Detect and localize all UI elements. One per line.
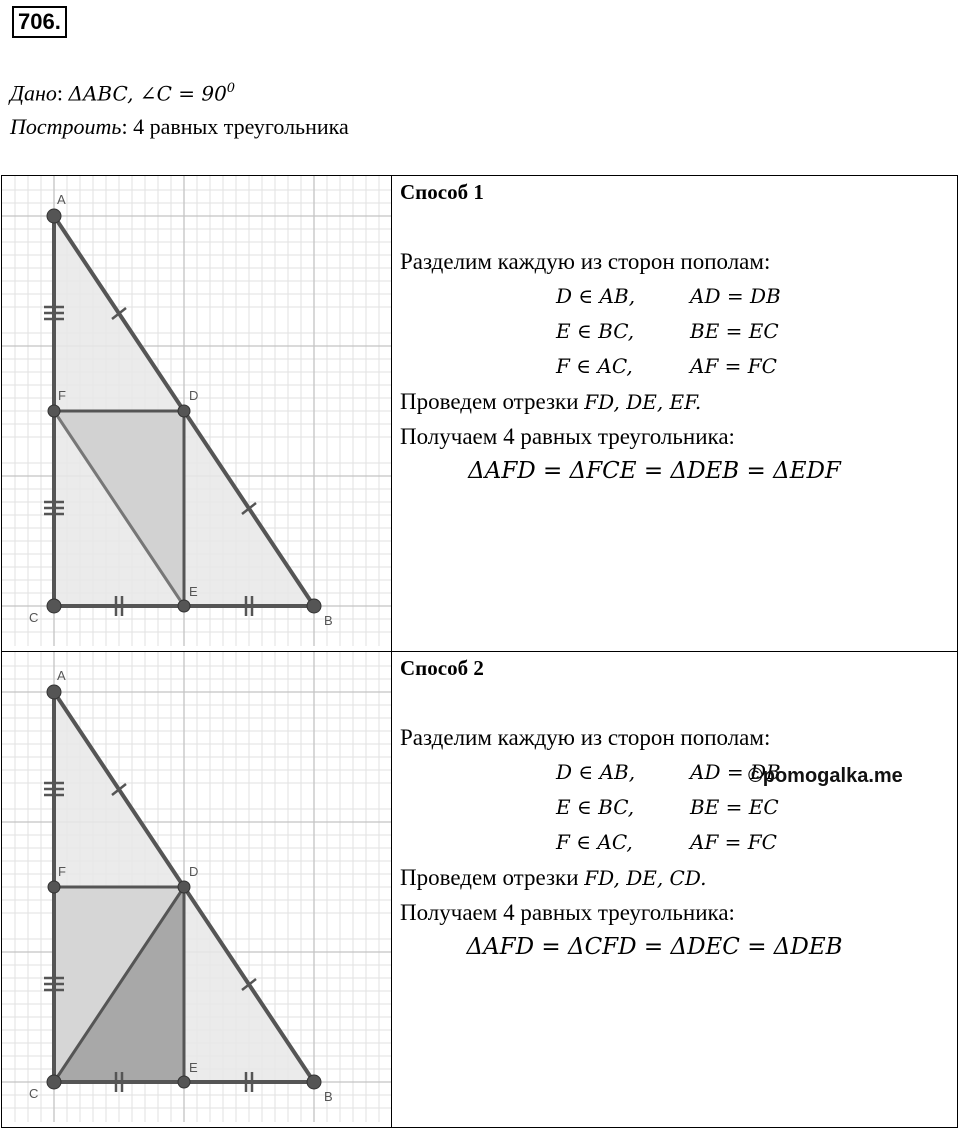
- method-1-figure: [2, 176, 391, 646]
- method-1-segments: Проведем отрезки FD, DE, EF.: [400, 389, 702, 414]
- label-d: D: [189, 388, 199, 403]
- given-line: Дано: ΔABC, ∠C = $90^0$: [10, 80, 236, 106]
- label-a: A: [57, 192, 66, 207]
- method-2-result-text: Получаем 4 равных треугольника:: [400, 900, 735, 925]
- method-1-condition-d: D ∈ AB, AD = DB: [556, 284, 781, 308]
- point-b-2: [307, 1075, 321, 1089]
- method-2-figure: [2, 652, 391, 1122]
- task-value: 4 равных треугольника: [133, 114, 349, 140]
- method-1-result-text: Получаем 4 равных треугольника:: [400, 424, 735, 449]
- method-1-condition-e: E ∈ BC, BE = EC: [556, 319, 779, 343]
- label-b: B: [324, 613, 333, 628]
- given-label: Дано: [10, 80, 57, 106]
- solutions-table: [1, 175, 958, 1128]
- method-1-intro: Разделим каждую из сторон пополам:: [400, 249, 771, 274]
- method-2-condition-f: F ∈ AC, AF = FC: [556, 830, 777, 854]
- point-a-2: [47, 685, 61, 699]
- label-e: E: [189, 584, 198, 599]
- method-1-title: Способ 1: [400, 180, 484, 204]
- point-c: [47, 599, 61, 613]
- point-b: [307, 599, 321, 613]
- method-2-figure-cell: [2, 652, 392, 1128]
- method-2-segments: Проведем отрезки FD, DE, CD.: [400, 865, 707, 890]
- label-e-2: E: [189, 1060, 198, 1075]
- task-label: Построить: [10, 114, 122, 140]
- label-c-2: C: [29, 1086, 39, 1101]
- method-1-text-cell: [392, 176, 958, 652]
- point-e: [178, 600, 190, 612]
- point-d: [178, 405, 190, 417]
- method-2-title: Способ 2: [400, 656, 484, 680]
- given-value: ΔABC, ∠C = 90: [68, 81, 227, 106]
- method-2-intro: Разделим каждую из сторон пополам:: [400, 725, 771, 750]
- label-b-2: B: [324, 1089, 333, 1104]
- method-1-condition-f: F ∈ AC, AF = FC: [556, 354, 777, 378]
- method-1-figure-cell: [2, 176, 392, 652]
- label-a-2: A: [57, 668, 66, 683]
- point-f: [48, 405, 60, 417]
- point-e-2: [178, 1076, 190, 1088]
- method-2-condition-d: D ∈ AB, AD = DB: [556, 760, 781, 784]
- task-line: Построить: 4 равных треугольника: [10, 114, 349, 140]
- point-a: [47, 209, 61, 223]
- given-degree: 0: [226, 81, 236, 96]
- watermark: ©pomogalka.me: [748, 765, 903, 787]
- label-d-2: D: [189, 864, 199, 879]
- point-c-2: [47, 1075, 61, 1089]
- method-1-result: ΔAFD = ΔFCE = ΔDEB = ΔEDF: [468, 458, 841, 484]
- point-f-2: [48, 881, 60, 893]
- method-2-result: ΔAFD = ΔCFD = ΔDEC = ΔDEB: [466, 934, 843, 960]
- given-block: [10, 72, 349, 144]
- label-f-2: F: [58, 864, 66, 879]
- label-c: C: [29, 610, 39, 625]
- method-2-text-cell: [392, 652, 958, 1128]
- point-d-2: [178, 881, 190, 893]
- method-2-row: [2, 652, 958, 1128]
- label-f: F: [58, 388, 66, 403]
- method-2-condition-e: E ∈ BC, BE = EC: [556, 795, 779, 819]
- method-1-row: [2, 176, 958, 652]
- problem-number: 706.: [12, 6, 67, 38]
